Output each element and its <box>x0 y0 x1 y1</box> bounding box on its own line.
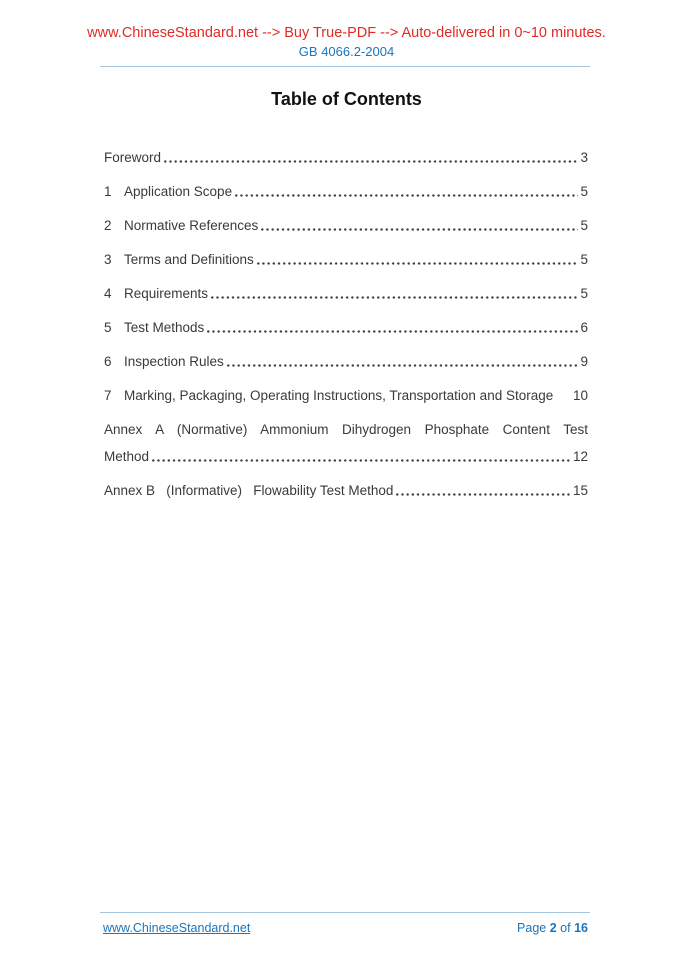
toc-entry-page: 6 <box>580 320 588 335</box>
toc-entry <box>104 388 588 403</box>
toc-entry-page: 9 <box>580 354 588 369</box>
toc-entry-page: 15 <box>572 483 588 498</box>
toc-entry-number: 2 <box>104 218 112 233</box>
toc-entry <box>104 150 588 165</box>
toc-entry-number: 6 <box>104 354 112 369</box>
toc-leader-dots <box>556 388 571 403</box>
footer <box>103 921 588 936</box>
toc-entry-number: 1 <box>104 184 112 199</box>
toc-leader-dots <box>211 286 578 301</box>
toc-entry <box>104 218 588 233</box>
toc-leader-dots <box>207 320 578 335</box>
toc-entry-title: Normative References <box>124 218 259 233</box>
toc-entry-page: 5 <box>580 218 588 233</box>
toc-entry <box>104 354 588 369</box>
standard-number: GB 4066.2-2004 <box>298 44 395 59</box>
toc-entry <box>104 422 588 464</box>
toc-entry-title-continued: Method <box>104 449 150 464</box>
toc-entry-title: Annex B (Informative) Flowability Test Method <box>104 483 394 498</box>
footer-divider <box>100 912 590 913</box>
toc-entry-page: 5 <box>580 252 588 267</box>
toc-entry-title: Test Methods <box>124 320 205 335</box>
toc-entry-title: Foreword <box>104 150 162 165</box>
of-word: of <box>560 921 571 935</box>
toc-entry <box>104 252 588 267</box>
toc-entry-page: 10 <box>572 388 588 403</box>
toc-entry-title: Application Scope <box>124 184 233 199</box>
toc-leader-dots <box>152 449 571 464</box>
toc-entry-number: 5 <box>104 320 112 335</box>
toc-leader-dots <box>257 252 579 267</box>
toc-leader-dots <box>227 354 579 369</box>
toc-entry-page: 5 <box>580 286 588 301</box>
toc-entry <box>104 184 588 199</box>
toc-entry-number: 7 <box>104 388 112 403</box>
page-current: 2 <box>549 921 557 935</box>
table-of-contents <box>104 150 588 517</box>
page-word: Page <box>517 921 547 935</box>
toc-entry <box>104 286 588 301</box>
toc-entry-title: Annex A (Normative) Ammonium Dihydrogen Phosphate Content Test <box>104 422 588 437</box>
toc-entry-title: Requirements <box>124 286 209 301</box>
page-indicator <box>517 921 588 936</box>
toc-entry-number: 4 <box>104 286 112 301</box>
page-total: 16 <box>574 921 588 935</box>
toc-entry-title: Terms and Definitions <box>124 252 254 267</box>
toc-leader-dots <box>396 483 571 498</box>
toc-entry <box>104 320 588 335</box>
toc-entry-page: 3 <box>580 150 588 165</box>
toc-entry-title: Marking, Packaging, Operating Instructions, Transportation and Storage <box>124 388 554 403</box>
toc-entry-page: 5 <box>580 184 588 199</box>
toc-entry-title: Inspection Rules <box>124 354 224 369</box>
header-divider <box>100 66 590 67</box>
toc-entry <box>104 483 588 498</box>
promo-banner: www.ChineseStandard.net --> Buy True-PDF --> Auto-delivered in 0~10 minutes. <box>87 25 606 41</box>
toc-entry-page: 12 <box>572 449 588 464</box>
page-title: Table of Contents <box>271 89 422 109</box>
toc-leader-dots <box>235 184 578 199</box>
toc-leader-dots <box>261 218 578 233</box>
footer-link[interactable]: www.ChineseStandard.net <box>103 921 251 935</box>
toc-entry-number: 3 <box>104 252 112 267</box>
toc-leader-dots <box>164 150 578 165</box>
